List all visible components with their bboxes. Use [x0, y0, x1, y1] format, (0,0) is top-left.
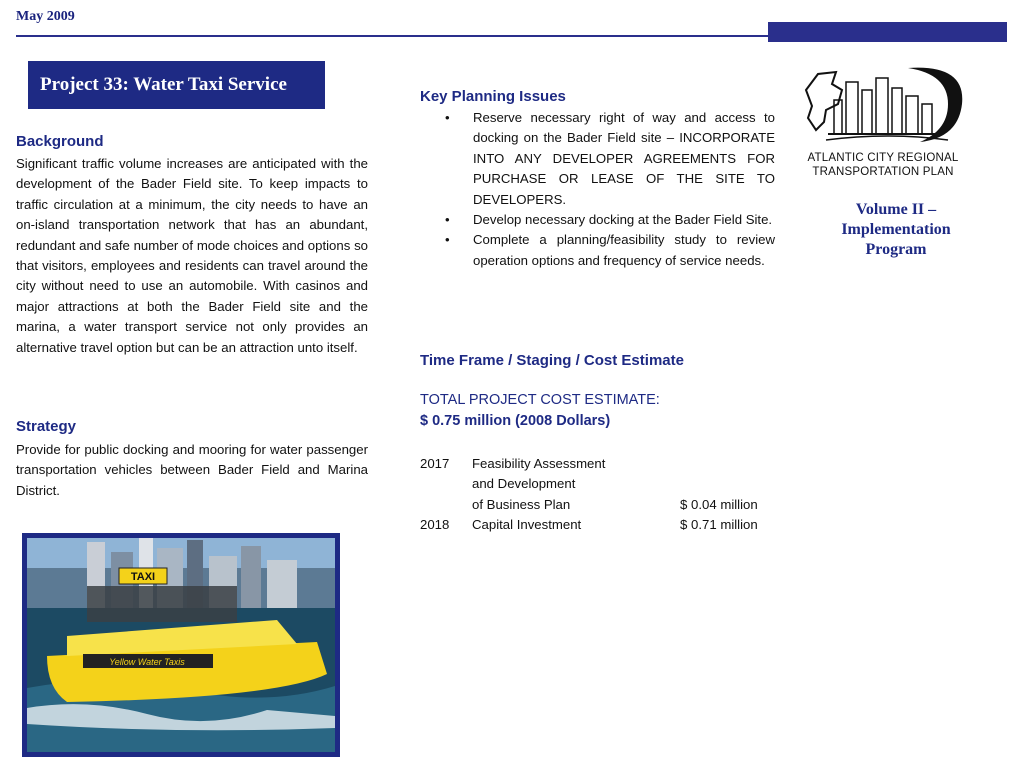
key-planning-list [420, 108, 775, 271]
total-cost-amount: $ 0.75 million (2008 Dollars) [420, 413, 611, 429]
strategy-heading: Strategy [16, 418, 77, 435]
key-planning-heading: Key Planning Issues [420, 88, 566, 105]
table-row: and Development [472, 476, 576, 492]
timeframe-heading: Time Frame / Staging / Cost Estimate [420, 352, 684, 369]
water-taxi-photo [22, 533, 340, 757]
bullet-icon: • [445, 212, 450, 228]
header-bar [768, 22, 1007, 42]
header-rule [16, 35, 768, 37]
logo-caption: ATLANTIC CITY REGIONAL TRANSPORTATION PLAN [807, 152, 959, 178]
total-cost-label: TOTAL PROJECT COST ESTIMATE: [420, 392, 660, 408]
background-text: Significant traffic volume increases are anticipated with the development of the Bader Field site. To keep impacts to traffic circulation at a minimum, the city needs to have an on-island transportation network that has an abundant, redundant and safe number of mode choices and options so that visitors, employees and residents can travel around the city without need to use an automobile. With casinos and major attractions at both the Bader Field site and the marina, a water transport service not only provides an alternative travel option but can be an attraction unto itself. [16, 156, 368, 355]
bullet-icon: • [445, 232, 450, 248]
boat-sign-text: TAXI [130, 571, 156, 583]
project-title: Project 33: Water Taxi Service [40, 74, 287, 95]
volume-label: Volume II – Implementation Program [841, 201, 951, 258]
table-row: 2017 Feasibility Assessment [420, 456, 606, 471]
list-item: • Complete a planning/feasibility study to review operation options and frequency of service needs. [445, 232, 775, 268]
atlantic-city-logo [798, 60, 966, 150]
bullet-icon: • [445, 110, 450, 125]
boat-hull-text: Yellow Water Taxis [109, 657, 185, 667]
header-date: May 2009 [16, 9, 75, 24]
project-title-box [28, 61, 325, 109]
table-row: 2018 Capital Investment $ 0.71 million [420, 517, 758, 533]
strategy-text: Provide for public docking and mooring for water passenger transportation vehicles between Bader Field and Marina District. [16, 442, 368, 498]
cost-table [420, 454, 780, 536]
table-row: of Business Plan $ 0.04 million [472, 496, 758, 512]
background-heading: Background [16, 133, 104, 150]
list-item: • Reserve necessary right of way and access to docking on the Bader Field site – INCORPORATE INTO ANY DEVELOPER AGREEMENTS FOR PURCHASE OR LEASE OF THE SITE TO DEVELOPERS. [445, 110, 775, 207]
list-item: • Develop necessary docking at the Bader Field Site. [420, 210, 775, 230]
